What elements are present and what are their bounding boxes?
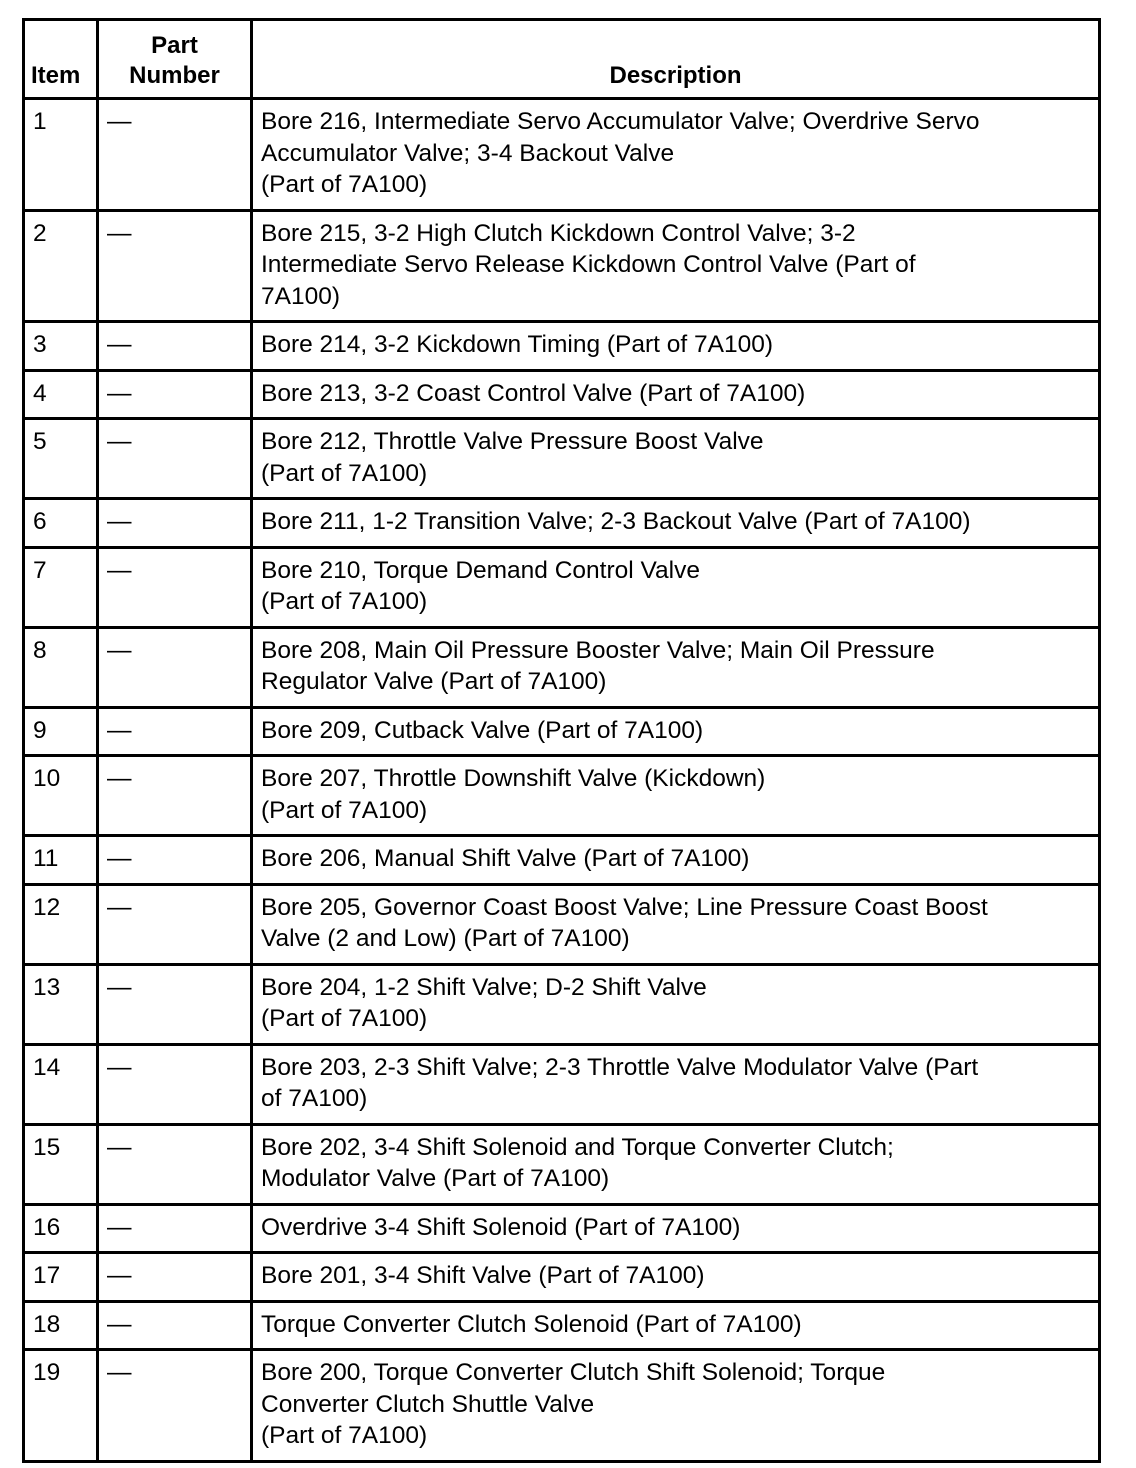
part-number-cell: —: [98, 370, 252, 419]
description-line: Bore 202, 3-4 Shift Solenoid and Torque Converter Clutch;: [261, 1133, 894, 1161]
parts-table: [22, 18, 1101, 1463]
description-line: Overdrive 3-4 Shift Solenoid (Part of 7A100): [261, 1213, 741, 1241]
description-cell: [252, 627, 1100, 707]
part-number-cell: —: [98, 499, 252, 548]
header-part-number-line2: Number: [129, 62, 220, 89]
description-cell: [252, 756, 1100, 836]
description-line: of 7A100): [261, 1085, 368, 1112]
item-cell: 18: [24, 1301, 98, 1350]
description-line: Bore 216, Intermediate Servo Accumulator Valve; Overdrive Servo: [261, 108, 980, 135]
description-line: 7A100): [261, 282, 341, 310]
item-cell: 12: [24, 884, 98, 964]
description-cell: [252, 370, 1100, 419]
part-number-cell: —: [98, 1350, 252, 1462]
item-cell: 8: [24, 627, 98, 707]
description-line: Bore 211, 1-2 Transition Valve; 2-3 Backout Valve (Part of 7A100): [261, 508, 971, 535]
item-cell: 6: [24, 499, 98, 548]
part-number-cell: —: [98, 1044, 252, 1124]
description-cell: [252, 1204, 1100, 1253]
part-number-cell: —: [98, 1301, 252, 1350]
item-cell: 1: [24, 99, 98, 211]
description-line: Regulator Valve (Part of 7A100): [261, 668, 607, 695]
description-cell: [252, 1253, 1100, 1302]
header-part-number-line1: Part: [151, 32, 198, 59]
description-line: (Part of 7A100): [261, 588, 428, 615]
table-row: [24, 210, 1100, 322]
description-line: Bore 215, 3-2 High Clutch Kickdown Control Valve; 3-2: [261, 219, 856, 247]
part-number-cell: —: [98, 419, 252, 499]
table-row: [24, 964, 1100, 1044]
header-row: [24, 20, 1100, 99]
description-line: Accumulator Valve; 3-4 Backout Valve: [261, 139, 675, 167]
description-line: Bore 206, Manual Shift Valve (Part of 7A100): [261, 845, 750, 872]
description-line: (Part of 7A100): [261, 459, 428, 487]
item-cell: 7: [24, 547, 98, 627]
item-cell: 19: [24, 1350, 98, 1462]
description-line: Bore 209, Cutback Valve (Part of 7A100): [261, 716, 704, 744]
table-row: [24, 627, 1100, 707]
description-cell: [252, 707, 1100, 756]
table-row: [24, 547, 1100, 627]
item-cell: 9: [24, 707, 98, 756]
part-number-cell: —: [98, 836, 252, 885]
part-number-cell: —: [98, 1253, 252, 1302]
description-cell: [252, 1350, 1100, 1462]
description-line: (Part of 7A100): [261, 796, 428, 824]
description-cell: [252, 884, 1100, 964]
part-number-cell: —: [98, 1204, 252, 1253]
table-row: [24, 370, 1100, 419]
part-number-cell: —: [98, 1124, 252, 1204]
table-row: [24, 1253, 1100, 1302]
description-line: Bore 200, Torque Converter Clutch Shift Solenoid; Torque: [261, 1359, 886, 1386]
description-line: Bore 212, Throttle Valve Pressure Boost Valve: [261, 428, 764, 455]
description-line: (Part of 7A100): [261, 171, 428, 198]
part-number-cell: —: [98, 884, 252, 964]
description-cell: [252, 1124, 1100, 1204]
table-row: [24, 1301, 1100, 1350]
item-cell: 10: [24, 756, 98, 836]
description-line: Bore 214, 3-2 Kickdown Timing (Part of 7A100): [261, 331, 774, 358]
item-cell: 11: [24, 836, 98, 885]
part-number-cell: —: [98, 756, 252, 836]
part-number-cell: —: [98, 707, 252, 756]
table-row: [24, 884, 1100, 964]
description-line: Bore 207, Throttle Downshift Valve (Kickdown): [261, 765, 766, 792]
description-line: (Part of 7A100): [261, 1422, 428, 1449]
header-item: Item: [24, 20, 98, 99]
item-cell: 2: [24, 210, 98, 322]
item-cell: 4: [24, 370, 98, 419]
header-description: Description: [252, 20, 1100, 99]
item-cell: 13: [24, 964, 98, 1044]
description-line: Bore 213, 3-2 Coast Control Valve (Part of 7A100): [261, 379, 806, 407]
part-number-cell: —: [98, 322, 252, 371]
item-cell: 3: [24, 322, 98, 371]
part-number-cell: —: [98, 627, 252, 707]
table-body: [24, 99, 1100, 1462]
description-line: Modulator Valve (Part of 7A100): [261, 1165, 610, 1192]
description-line: (Part of 7A100): [261, 1005, 428, 1032]
description-cell: [252, 99, 1100, 211]
table-row: [24, 756, 1100, 836]
item-cell: 17: [24, 1253, 98, 1302]
description-cell: [252, 964, 1100, 1044]
description-line: Bore 205, Governor Coast Boost Valve; Line Pressure Coast Boost: [261, 893, 988, 921]
table-row: [24, 322, 1100, 371]
header-part-number: [98, 20, 252, 99]
table-row: [24, 1044, 1100, 1124]
table-row: [24, 419, 1100, 499]
part-number-cell: —: [98, 99, 252, 211]
table-row: [24, 707, 1100, 756]
description-cell: [252, 836, 1100, 885]
description-cell: [252, 322, 1100, 371]
description-line: Bore 208, Main Oil Pressure Booster Valve; Main Oil Pressure: [261, 636, 935, 664]
part-number-cell: —: [98, 547, 252, 627]
part-number-cell: —: [98, 210, 252, 322]
table-row: [24, 1204, 1100, 1253]
item-cell: 15: [24, 1124, 98, 1204]
description-line: Valve (2 and Low) (Part of 7A100): [261, 925, 630, 952]
description-line: Torque Converter Clutch Solenoid (Part of 7A100): [261, 1310, 802, 1338]
description-line: Bore 201, 3-4 Shift Valve (Part of 7A100): [261, 1262, 705, 1289]
description-cell: [252, 1044, 1100, 1124]
table-row: [24, 1350, 1100, 1462]
description-cell: [252, 499, 1100, 548]
item-cell: 5: [24, 419, 98, 499]
table-row: [24, 836, 1100, 885]
description-line: Bore 203, 2-3 Shift Valve; 2-3 Throttle Valve Modulator Valve (Part: [261, 1053, 979, 1081]
description-line: Bore 204, 1-2 Shift Valve; D-2 Shift Valve: [261, 973, 707, 1001]
description-cell: [252, 210, 1100, 322]
table-row: [24, 99, 1100, 211]
description-line: Intermediate Servo Release Kickdown Control Valve (Part of: [261, 251, 916, 278]
table-row: [24, 1124, 1100, 1204]
item-cell: 14: [24, 1044, 98, 1124]
description-line: Converter Clutch Shuttle Valve: [261, 1390, 595, 1418]
description-cell: [252, 1301, 1100, 1350]
item-cell: 16: [24, 1204, 98, 1253]
part-number-cell: —: [98, 964, 252, 1044]
description-cell: [252, 547, 1100, 627]
description-line: Bore 210, Torque Demand Control Valve: [261, 556, 700, 584]
table-row: [24, 499, 1100, 548]
description-cell: [252, 419, 1100, 499]
